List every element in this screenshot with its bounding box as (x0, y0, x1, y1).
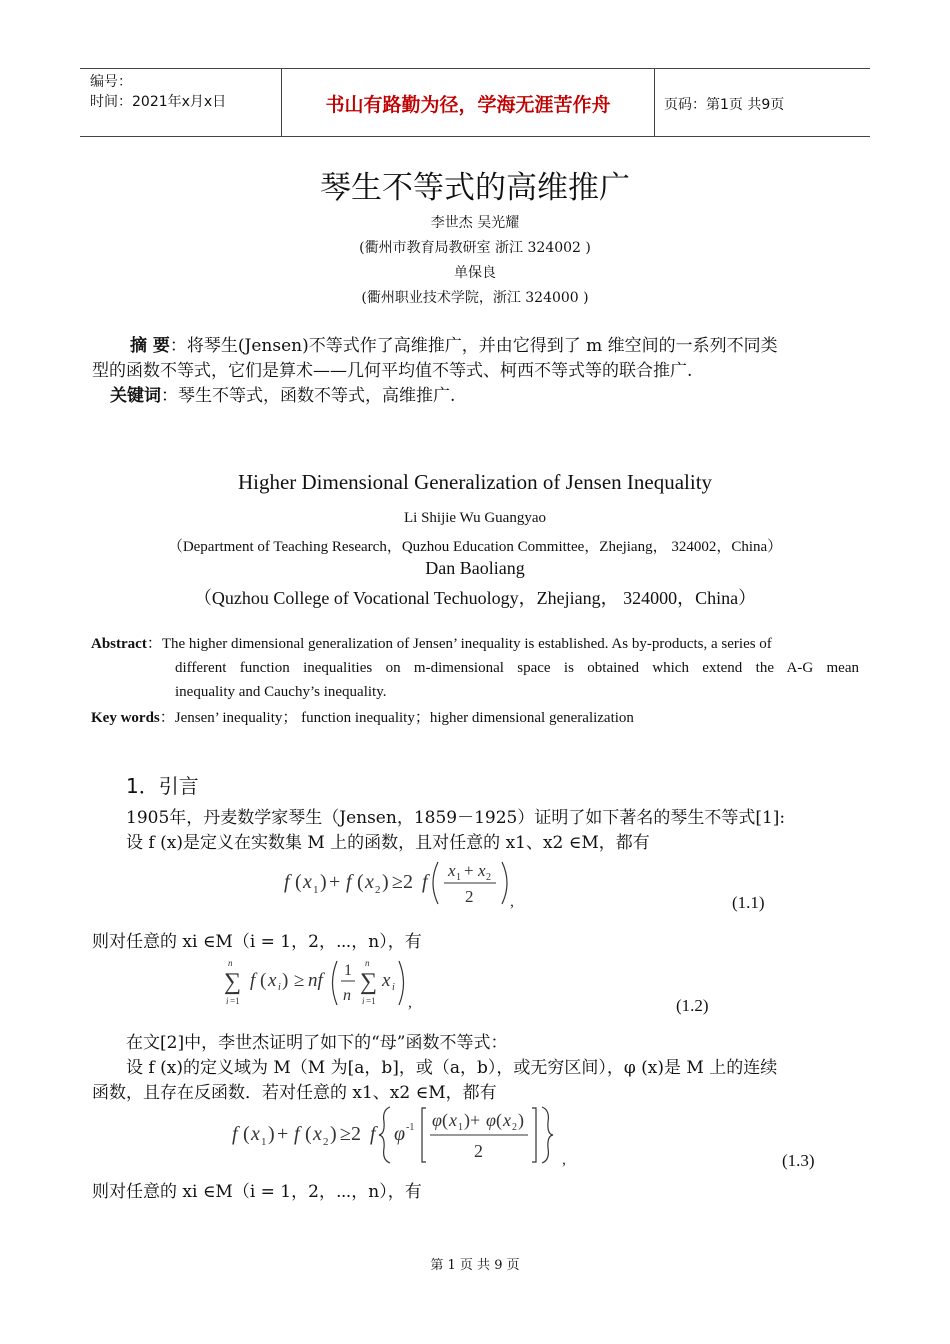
svg-text:): ) (282, 970, 289, 991)
section1-paragraph1: 1905年，丹麦数学家琴生（Jensen，1859－1925）证明了如下著名的琴生不等式[1]: (126, 808, 786, 828)
svg-text:x: x (268, 970, 277, 991)
section1-paragraph6: 则对任意的 xi ∈M（i = 1，2，⋯，n），有 (92, 1182, 422, 1202)
svg-text:f: f (422, 871, 428, 893)
svg-text:2: 2 (512, 1122, 517, 1133)
equation-1-1 (278, 852, 528, 914)
header-divider-right (654, 68, 655, 136)
svg-text:=1: =1 (366, 996, 376, 1006)
svg-text:x: x (382, 970, 391, 991)
svg-text:f: f (346, 871, 352, 893)
affiliation2-en: （Quzhou College of Vocational Techuology，Zhejiang， 324000，China） (193, 588, 757, 608)
svg-text:,: , (562, 1151, 566, 1168)
svg-text:i: i (392, 982, 395, 993)
svg-text:-1: -1 (406, 1122, 415, 1133)
svg-text:2: 2 (474, 1141, 483, 1161)
svg-text:nf: nf (308, 970, 323, 991)
header-motto: 书山有路勤为径，学海无涯苦作舟 (325, 94, 611, 116)
abstract-cn-line2: 型的函数不等式，它们是算术——几何平均值不等式、柯西不等式等的联合推广. (92, 361, 693, 381)
svg-text:): ) (518, 1110, 524, 1130)
svg-text:∑: ∑ (224, 969, 242, 995)
svg-text:n: n (343, 987, 351, 1004)
svg-text:(: ( (442, 1110, 448, 1130)
svg-text:f: f (232, 1123, 238, 1145)
svg-text:2: 2 (323, 1136, 329, 1148)
svg-text:+: + (464, 861, 474, 880)
section1-paragraph3: 则对任意的 xi ∈M（i = 1，2，⋯，n），有 (92, 932, 422, 952)
svg-text:): ) (320, 871, 327, 893)
svg-text:x: x (503, 1110, 511, 1130)
svg-text:2: 2 (375, 884, 381, 896)
header-top-border (80, 68, 870, 69)
svg-text:φ: φ (486, 1110, 496, 1130)
svg-text:,: , (408, 994, 412, 1011)
equation-number-1-3: (1.3) (782, 1151, 815, 1170)
abstract-en-text1: ：The higher dimensional generalization of Jensen’ inequality is established. As by-products, a series of (146, 636, 772, 652)
abstract-label-en: Abstract (91, 636, 147, 652)
svg-text:≥2: ≥2 (392, 871, 413, 893)
svg-text:2: 2 (486, 872, 491, 883)
keywords-cn-text: ：琴生不等式，函数不等式，高维推广. (161, 386, 456, 406)
svg-text:i: i (278, 982, 281, 993)
svg-text:f: f (294, 1123, 300, 1145)
author2-en: Dan Baoliang (425, 558, 525, 578)
svg-text:,: , (510, 893, 514, 910)
section1-paragraph2: 设 f (x)是定义在实数集 M 上的函数，且对任意的 x1、x2 ∈M，都有 (126, 833, 650, 853)
svg-text:i: i (362, 996, 365, 1006)
svg-text:x: x (251, 1123, 260, 1145)
svg-text:φ: φ (394, 1123, 406, 1145)
affiliation1-cn: (衢州市教育局教研室 浙江 324002 ) (359, 240, 591, 256)
section1-paragraph5-line2: 函数，且存在反函数．若对任意的 x1、x2 ∈M，都有 (92, 1083, 497, 1103)
svg-text:): ) (268, 1123, 275, 1145)
svg-text:n: n (228, 958, 233, 968)
equation-1-2 (222, 955, 432, 1011)
paper-title-cn: 琴生不等式的高维推广 (320, 170, 630, 206)
svg-text:f: f (284, 871, 290, 893)
header-left-cell (90, 72, 226, 112)
svg-text:(: ( (496, 1110, 502, 1130)
affiliation1-en: （Department of Teaching Research，Quzhou Education Committee，Zhejiang， 324002，China） (167, 539, 783, 555)
abstract-cn-line1 (130, 334, 870, 359)
page-footer: 第 1 页 共 9 页 (430, 1258, 520, 1273)
svg-text:x: x (313, 1123, 322, 1145)
svg-text:≥2: ≥2 (340, 1123, 361, 1145)
abstract-en-line3: inequality and Cauchy’s inequality. (175, 684, 387, 700)
abstract-en-line1 (91, 632, 772, 656)
svg-text:+: + (329, 871, 341, 893)
svg-text:x: x (478, 861, 486, 880)
svg-text:+: + (277, 1123, 289, 1145)
svg-text:1: 1 (313, 884, 319, 896)
svg-text:(: ( (357, 871, 364, 893)
svg-text:): ) (330, 1123, 337, 1145)
equation-number-1-1: (1.1) (732, 893, 765, 912)
svg-text:f: f (250, 970, 256, 991)
header-page-info: 页码：第1页 共9页 (664, 97, 785, 113)
equation-1-3 (228, 1102, 578, 1168)
keywords-en-line (91, 706, 634, 730)
section-heading: 1．引言 (126, 774, 199, 798)
header-code-label: 编号： (90, 74, 132, 90)
svg-text:(: ( (295, 871, 302, 893)
abstract-label-cn: 摘 要 (130, 336, 170, 356)
keywords-label-cn: 关键词 (110, 386, 161, 406)
header-bottom-border (80, 136, 870, 137)
keywords-en-text: ：Jensen’ inequality； function inequality；higher dimensional generalization (159, 710, 634, 726)
section1-paragraph5-line1: 设 f (x)的定义域为 M（M 为[a，b]，或（a，b），或无穷区间），φ (x)是 M 上的连续 (126, 1058, 778, 1078)
affiliation2-cn: (衢州职业技术学院，浙江 324000 ) (361, 290, 589, 306)
svg-text:1: 1 (344, 962, 352, 979)
svg-text:f: f (370, 1123, 376, 1145)
svg-text:φ: φ (432, 1110, 442, 1130)
svg-text:n: n (365, 958, 370, 968)
svg-text:(: ( (243, 1123, 250, 1145)
svg-text:x: x (365, 871, 374, 893)
svg-text:(: ( (305, 1123, 312, 1145)
svg-text:x: x (303, 871, 312, 893)
svg-text:)+: )+ (464, 1110, 481, 1130)
svg-text:1: 1 (456, 872, 461, 883)
svg-text:x: x (449, 1110, 457, 1130)
keywords-cn-line (110, 384, 455, 409)
authors-cn: 李世杰 吴光耀 (430, 215, 520, 231)
paper-title-en: Higher Dimensional Generalization of Jensen Inequality (237, 470, 713, 494)
svg-text:=1: =1 (230, 996, 240, 1006)
authors-en: Li Shijie Wu Guangyao (403, 510, 547, 526)
section1-paragraph4: 在文[2]中，李世杰证明了如下的“母”函数不等式： (126, 1033, 508, 1053)
svg-text:≥: ≥ (294, 970, 305, 991)
svg-text:2: 2 (465, 887, 474, 906)
svg-text:i: i (226, 996, 229, 1006)
svg-text:(: ( (260, 970, 267, 991)
abstract-en-line2: different function inequalities on m-dimensional space is obtained which extend the A-G mean (175, 660, 859, 676)
keywords-label-en: Key words (91, 710, 160, 726)
abstract-cn-text1: ：将琴生(Jensen)不等式作了高维推广，并由它得到了 m 维空间的一系列不同类 (169, 336, 778, 356)
header-date: 时间：2021年x月x日 (90, 94, 227, 110)
equation-number-1-2: (1.2) (676, 996, 709, 1015)
author2-cn: 单保良 (454, 265, 496, 281)
svg-text:x: x (448, 861, 456, 880)
svg-text:1: 1 (261, 1136, 267, 1148)
svg-text:1: 1 (458, 1122, 463, 1133)
svg-text:∑: ∑ (360, 969, 378, 995)
svg-text:): ) (382, 871, 389, 893)
